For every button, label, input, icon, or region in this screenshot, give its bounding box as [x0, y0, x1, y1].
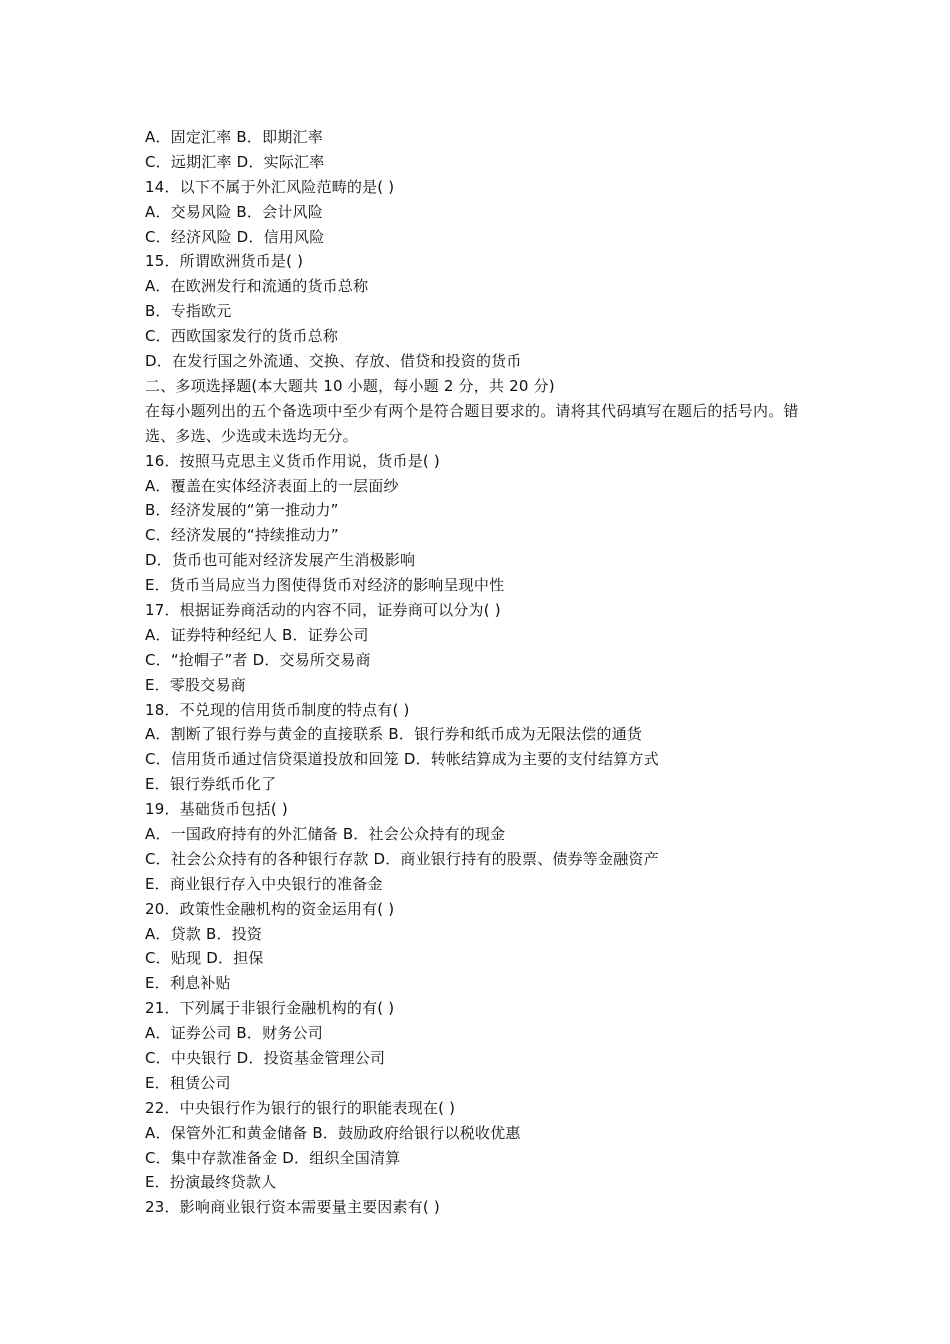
option-line: E．扮演最终贷款人: [145, 1173, 277, 1192]
option-line: B．专指欧元: [145, 302, 232, 321]
question-17: 17．根据证券商活动的内容不同，证券商可以分为( ): [145, 600, 501, 619]
option-line: E．零股交易商: [145, 675, 246, 694]
option-line: C．经济发展的“持续推动力”: [145, 526, 339, 545]
option-line: C．信用货币通过信贷渠道投放和回笼 D．转帐结算成为主要的支付结算方式: [145, 750, 659, 769]
option-line: C．社会公众持有的各种银行存款 D．商业银行持有的股票、债券等金融资产: [145, 849, 659, 868]
option-line: C．远期汇率 D．实际汇率: [145, 152, 325, 171]
section-instructions: 在每小题列出的五个备选项中至少有两个是符合题目要求的。请将其代码填写在题后的括号内。错选、多选、少选或未选均无分。: [145, 401, 799, 445]
option-line: C．“抢帽子”者 D．交易所交易商: [145, 650, 371, 669]
option-line: A．一国政府持有的外汇储备 B．社会公众持有的现金: [145, 824, 506, 843]
option-line: A．证券特种经纪人 B．证券公司: [145, 625, 369, 644]
question-20: 20．政策性金融机构的资金运用有( ): [145, 899, 395, 918]
option-line: D．货币也可能对经济发展产生消极影响: [145, 551, 416, 570]
option-line: A．贷款 B．投资: [145, 924, 263, 943]
question-15: 15．所谓欧洲货币是( ): [145, 252, 304, 271]
option-line: E．商业银行存入中央银行的准备金: [145, 874, 383, 893]
question-22: 22．中央银行作为银行的银行的职能表现在( ): [145, 1098, 456, 1117]
option-line: E．租赁公司: [145, 1073, 231, 1092]
option-line: D．在发行国之外流通、交换、存放、借贷和投资的货币: [145, 352, 522, 371]
option-line: E．银行券纸币化了: [145, 775, 277, 794]
question-21: 21．下列属于非银行金融机构的有( ): [145, 999, 395, 1018]
question-16: 16．按照马克思主义货币作用说，货币是( ): [145, 451, 440, 470]
option-line: A．交易风险 B．会计风险: [145, 202, 323, 221]
question-18: 18．不兑现的信用货币制度的特点有( ): [145, 700, 410, 719]
option-line: B．经济发展的“第一推动力”: [145, 501, 339, 520]
question-23: 23．影响商业银行资本需要量主要因素有( ): [145, 1198, 440, 1217]
option-line: C．中央银行 D．投资基金管理公司: [145, 1048, 386, 1067]
option-line: C．西欧国家发行的货币总称: [145, 327, 339, 346]
option-line: A．割断了银行券与黄金的直接联系 B．银行券和纸币成为无限法偿的通货: [145, 725, 643, 744]
option-line: C．集中存款准备金 D．组织全国清算: [145, 1148, 401, 1167]
option-line: A．固定汇率 B．即期汇率: [145, 128, 323, 146]
option-line: A．覆盖在实体经济表面上的一层面纱: [145, 476, 399, 495]
option-line: E．利息补贴: [145, 974, 231, 993]
section-heading: 二、多项选择题(本大题共 10 小题，每小题 2 分，共 20 分): [145, 376, 555, 395]
option-line: A．证券公司 B．财务公司: [145, 1024, 323, 1043]
option-line: C．经济风险 D．信用风险: [145, 227, 325, 246]
question-19: 19．基础货币包括( ): [145, 800, 288, 819]
question-14: 14．以下不属于外汇风险范畴的是( ): [145, 177, 395, 196]
option-line: A．保管外汇和黄金储备 B．鼓励政府给银行以税收优惠: [145, 1123, 521, 1142]
option-line: C．贴现 D．担保: [145, 949, 264, 968]
option-line: A．在欧洲发行和流通的货币总称: [145, 277, 369, 296]
document-body: [145, 125, 815, 1220]
option-line: E．货币当局应当力图使得货币对经济的影响呈现中性: [145, 576, 505, 595]
